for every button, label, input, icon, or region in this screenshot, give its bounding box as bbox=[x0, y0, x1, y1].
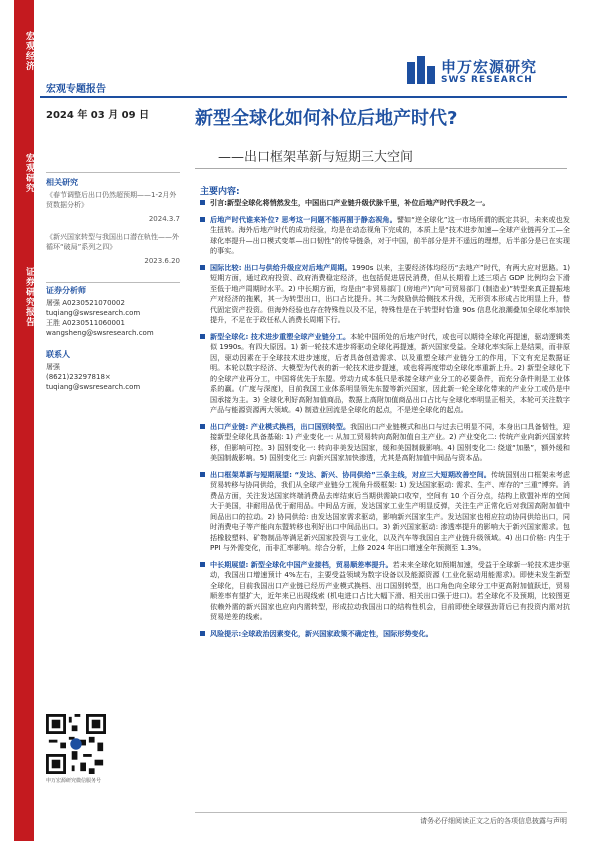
contact-email[interactable]: tuqiang@swsresearch.com bbox=[46, 383, 141, 391]
bullet-square-icon bbox=[200, 200, 205, 205]
qr-caption: 申万宏源研究微信服务号 bbox=[46, 778, 102, 784]
contact bbox=[46, 350, 180, 392]
item-key: 出口框架革新与短期展望: “发达、新兴、协同供给”三条主线，对应三大短期改善空间。 bbox=[210, 469, 491, 479]
item-text: 我国出口产业链模式和出口与过去已明显不同，本身出口具备韧性，迎接新型全球化具备基础: 1) 产业变化一: 从加工贸易转向高附加值自主产业。2) 产业变化二: 传统产业向新兴国家转移，但影响可控。3) 国别变化一: 转向非美发达国家，缓和美国制裁影响。4) 国别变化二: 绕道“加墨”，额外缓和美国制裁影响。5) 国别变化三: 向新兴国家加快渗透，尤其是高附加值中间品与资本品。 bbox=[210, 421, 570, 462]
contact-heading: 联系人 bbox=[46, 350, 70, 359]
item-key: 国际比较: 出口与供给升级应对后地产周期。 bbox=[210, 262, 352, 272]
left-separator bbox=[46, 172, 180, 173]
main-heading: 主要内容: bbox=[200, 187, 240, 197]
summary-item bbox=[200, 470, 570, 554]
side-band bbox=[14, 0, 34, 841]
item-text: 譬如“逆全球化”这一市场所谓的既定共识，未来或也发生扭转。海外后地产时代的成功经验，均是在动态视角下完成的，本质上是“技术进步加速—全球产业链再分工—全球化率提升—出口模式变革—出口韧性”的传导链条，对于中国，前半部分是并不遥远的理想，后半部分是已在实现的事实。 bbox=[210, 214, 570, 255]
qr-code-icon bbox=[46, 714, 106, 774]
related-item[interactable]: 《春节调整后出口仍然超预期——1-2月外贸数据分析》 bbox=[46, 191, 177, 209]
related-heading: 相关研究 bbox=[46, 178, 78, 187]
item-key: 后地产时代谁来补位? 思考这一问题不能再囿于静态视角。 bbox=[210, 214, 397, 224]
page-title: 新型全球化如何补位后地产时代? bbox=[195, 108, 458, 129]
summary-item bbox=[200, 332, 570, 416]
page-subtitle: ——出口框架革新与短期三大空间 bbox=[218, 150, 414, 165]
sws-logo-icon bbox=[407, 56, 435, 84]
analyst-email[interactable]: wangsheng@swsresearch.com bbox=[46, 329, 154, 337]
bullet-square-icon bbox=[200, 265, 205, 270]
main-content bbox=[200, 198, 570, 645]
item-text: 新型全球化将悄然发生，中国出口产业链升级伏脉千里，补位后地产时代手段之一。 bbox=[227, 198, 490, 207]
item-text: 若未来全球化如预期加速，受益于全球新一轮技术进步驱动，我国出口增速预计 4%左右，主要受益领域为数字设备以及能源资源 (工业化驱动用能需求)。即使未发生新型全球化，目前我国出口产业链已经历产业模式换档、出口国别转型，出口角色向全球分工中更高附加值跃迁，贸易顺差率有望扩大，近年来已出现线索 (机电进口占比大幅下滑、相关出口强于进口)。若全球化不及预期，比较图更依赖外需的新兴国家也应向内需转型，形成拉动我国出口的结构性机会，目前即使全球强劲背后已有投资内需对抗贸易逆差的线索。 bbox=[210, 559, 570, 621]
side-band-research: 宏观研究 bbox=[24, 153, 34, 193]
report-type: 宏观专题报告 bbox=[46, 84, 106, 95]
item-text: 1990s 以来，主要经济体均经历“去地产”时代，有两大应对思路。1) 短期方面，通过政府投资、政府消费稳定经济，也包括促进居民消费，但从长期看上述三项占 GDP 比例均会下滑至低于地产周期时水平。2) 中长期方面，均是由“非贸易部门 (房地产)”向“可贸易部门 (制造业)”转型来真正提振地产对经济的拖累，其一为转型出口，出口占比提升。其二为鼓励供给侧技术升级，无形资本形成占比明显上升，替代固定资产投资。但海外经验也存在特殊性以及不足，特殊性是在于转型时恰逢 90s 信息化浪潮叠加全球化率加快提升，不足在于政任私人消费长周期下行。 bbox=[210, 262, 570, 324]
side-band-securities: 证券研究报告 bbox=[24, 267, 34, 327]
item-key: 新型全球化: 技术进步重塑全球产业链分工。 bbox=[210, 331, 351, 341]
report-date: 2024 年 03 月 09 日 bbox=[46, 110, 150, 121]
related-item[interactable]: 《新兴国家转型与我国出口潜在轨性——外循环“破局”系列之四》 bbox=[46, 233, 179, 251]
analyst-line: 屠强 A0230521070002 bbox=[46, 299, 125, 307]
item-key: 风险提示: bbox=[210, 628, 242, 638]
item-key: 引言: bbox=[210, 198, 228, 207]
item-text: 全球政治因素变化，新兴国家政策不确定性，国际形势变化。 bbox=[241, 628, 433, 638]
summary-item bbox=[200, 198, 570, 209]
bullet-square-icon bbox=[200, 472, 205, 477]
footer-rule bbox=[195, 812, 567, 813]
contact-name: 屠强 bbox=[46, 363, 60, 371]
side-band-macro: 宏观经济 bbox=[24, 31, 34, 71]
footer-disclaimer: 请务必仔细阅读正文之后的各项信息披露与声明 bbox=[420, 817, 567, 825]
item-text: 传统国别出口框架未考虑贸易转移与协同供给，我们从全球产业链分工视角升级框架: 1) 发达国家驱动: 需求、生产、库存的“三重”博弈。消费品方面，关注发达国家终端消费品去库结束后当期供需缺口收窄，空间有 10 个百分点，结构上欧盟补库的空间大于美国，非耐用品优于耐用品。中间品方面，发达国家工业生产明显反弹，关注生产正常化后对我国高附加值中间品出口的拉动。2) 协同供给: 由发达国家需求驱动，影响新兴国家生产。发达国家也相应拉动协同供给出口，同时消费电子等产能向东盟转移也利好出口中间品出口。3) 新兴国家驱动: 渗透率提升的影响大于新兴国家需求。包括橡胶塑料、矿物制品等满足新兴国家投资与工业化，以及汽车等我国自主产业链升级领域。4) 出口价格: 内生于 PPI 与外需变化，而非汇率影响。综合分析，上修 2024 年出口增速全年预测至 1.3%。 bbox=[210, 469, 570, 552]
bullet-square-icon bbox=[200, 217, 205, 222]
header-rule bbox=[40, 96, 567, 98]
summary-item bbox=[200, 263, 570, 326]
analyst-email[interactable]: tuqiang@swsresearch.com bbox=[46, 309, 141, 317]
item-text: 本轮中国所处的后地产时代，或也可以期待全球化再提速，驱动逻辑类似 1990s。有四大原因。1) 新一轮技术进步将驱动全球化再提速，新兴国家受益。全球化率实际上是结果，而非原因，驱动因素在于全球技术进步速度，后者具备创造需求、以及重塑全球产业链分工的作用，下文有充足数据证明。本轮以数字经济、大模型为代表的新一轮技术进步提速，或也将再度带动全球化率重新上升。2) 新型全球化下的全球产业再分工，中国将优先于东盟。劳动力成本低只是承接全球产业分工的必要条件，而充分条件则是工业体系的赢。(广度与深度)，目前我国工业体系明显领先东盟等新兴国家，因此新一轮全球化带来的产业分工或仍是中国承接为主。3) 全球化利好高附加值商品，数据上高附加值商品出口占比与全球化率明显正相关，本轮可关注数字产品与能源资源两大领域。4) 制造业回流是全球化的起点，不是逆全球化的起点。 bbox=[210, 331, 570, 414]
logo-en: SWS RESEARCH bbox=[441, 75, 533, 85]
summary-item bbox=[200, 215, 570, 257]
left-separator bbox=[46, 282, 180, 283]
related-date: 2023.6.20 bbox=[144, 257, 180, 265]
item-key: 中长期展望: 新型全球化中国产业接档，贸易顺差率提升。 bbox=[210, 559, 393, 569]
logo-cn: 申万宏源研究 bbox=[441, 58, 538, 76]
summary-item bbox=[200, 422, 570, 464]
bullet-square-icon bbox=[200, 631, 205, 636]
summary-item bbox=[200, 629, 570, 640]
analyst-line: 王胜 A0230511060001 bbox=[46, 319, 125, 327]
related-research bbox=[46, 178, 180, 266]
sws-logo bbox=[407, 54, 567, 90]
bullet-square-icon bbox=[200, 562, 205, 567]
contact-phone: (8621)23297818× bbox=[46, 373, 111, 381]
summary-item bbox=[200, 560, 570, 623]
analysts-heading: 证券分析师 bbox=[46, 286, 86, 295]
related-date: 2024.3.7 bbox=[148, 215, 180, 223]
title-rule bbox=[195, 168, 567, 169]
bullet-square-icon bbox=[200, 424, 205, 429]
bullet-square-icon bbox=[200, 334, 205, 339]
analysts bbox=[46, 286, 180, 338]
item-key: 出口产业链: 产业模式换档，出口国别转型。 bbox=[210, 421, 351, 431]
